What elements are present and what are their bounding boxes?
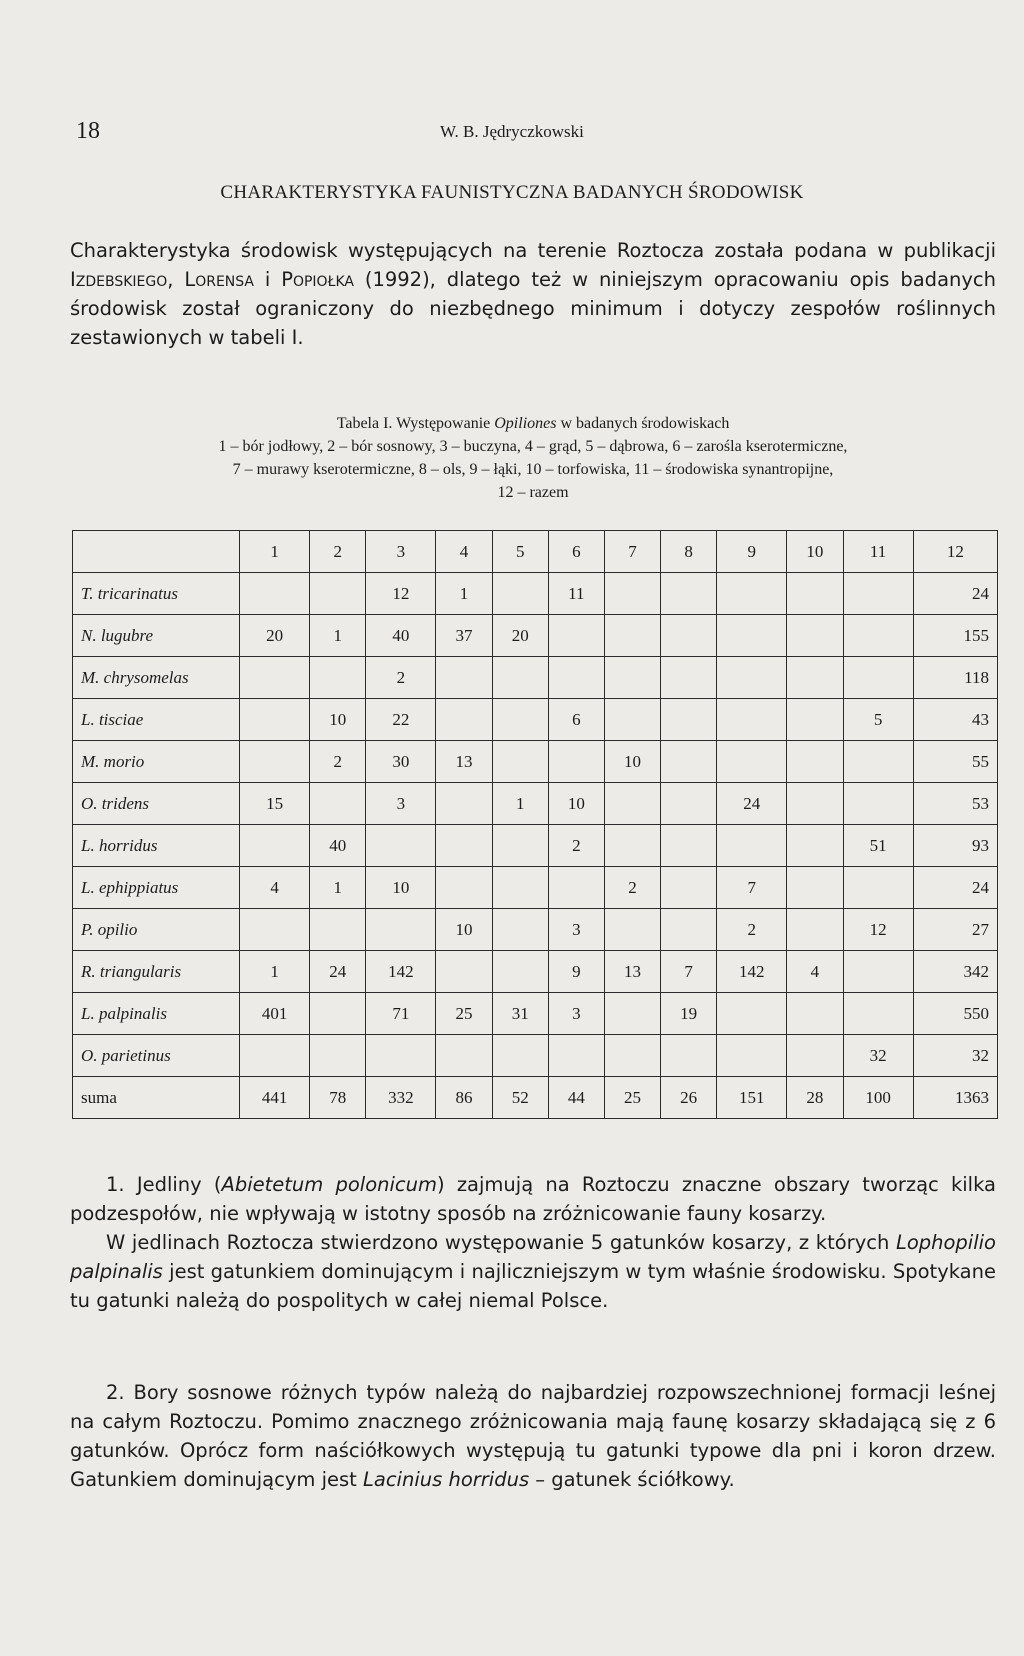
value-cell xyxy=(240,909,310,951)
value-cell: 2 xyxy=(717,909,787,951)
value-cell: 10 xyxy=(366,867,436,909)
column-header: 2 xyxy=(310,531,366,573)
value-cell: 13 xyxy=(436,741,492,783)
value-cell xyxy=(604,783,660,825)
table-row xyxy=(73,657,998,699)
value-cell: 15 xyxy=(240,783,310,825)
value-cell xyxy=(310,783,366,825)
citation-author: Lorensa xyxy=(184,268,254,291)
value-cell xyxy=(548,741,604,783)
value-cell xyxy=(843,867,913,909)
value-cell: 2 xyxy=(548,825,604,867)
taxon-name: Lacinius horridus xyxy=(363,1468,530,1491)
table-row xyxy=(73,867,998,909)
intro-text: (1992), dlatego też w niniejszym opracowaniu opis badanych środowisk został ograniczony do niezbędnego minimum i dotyczy zespołów roślinnych zestawionych w tabeli I. xyxy=(70,268,996,349)
value-cell: 24 xyxy=(310,951,366,993)
value-cell: 71 xyxy=(366,993,436,1035)
value-cell: 37 xyxy=(436,615,492,657)
value-cell xyxy=(548,1035,604,1077)
value-cell xyxy=(240,573,310,615)
value-cell: 40 xyxy=(366,615,436,657)
value-cell xyxy=(717,741,787,783)
column-header: 12 xyxy=(913,531,997,573)
value-cell xyxy=(787,993,843,1035)
value-cell: 1 xyxy=(436,573,492,615)
value-cell: 27 xyxy=(913,909,997,951)
column-header: 5 xyxy=(492,531,548,573)
value-cell: 2 xyxy=(310,741,366,783)
value-cell xyxy=(604,1035,660,1077)
value-cell: 3 xyxy=(366,783,436,825)
species-cell: O. parietinus xyxy=(73,1035,240,1077)
value-cell: 2 xyxy=(604,867,660,909)
value-cell xyxy=(843,951,913,993)
table-row xyxy=(73,783,998,825)
value-cell: 51 xyxy=(843,825,913,867)
value-cell: 10 xyxy=(310,699,366,741)
caption-legend-line: 12 – razem xyxy=(497,484,569,501)
table-row xyxy=(73,951,998,993)
value-cell: 24 xyxy=(913,867,997,909)
value-cell: 100 xyxy=(843,1077,913,1119)
value-cell: 12 xyxy=(843,909,913,951)
value-cell: 31 xyxy=(492,993,548,1035)
citation-author: Popiołka xyxy=(281,268,354,291)
value-cell: 26 xyxy=(661,1077,717,1119)
value-cell xyxy=(436,783,492,825)
column-header: 10 xyxy=(787,531,843,573)
value-cell: 155 xyxy=(913,615,997,657)
value-cell xyxy=(843,657,913,699)
value-cell xyxy=(492,657,548,699)
value-cell xyxy=(661,909,717,951)
value-cell: 332 xyxy=(366,1077,436,1119)
value-cell xyxy=(717,993,787,1035)
value-cell: 142 xyxy=(717,951,787,993)
value-cell: 11 xyxy=(548,573,604,615)
value-cell xyxy=(436,699,492,741)
value-cell: 5 xyxy=(843,699,913,741)
value-cell xyxy=(661,867,717,909)
value-cell: 55 xyxy=(913,741,997,783)
value-cell xyxy=(548,867,604,909)
value-cell: 7 xyxy=(661,951,717,993)
table-row xyxy=(73,573,998,615)
value-cell: 43 xyxy=(913,699,997,741)
species-cell: suma xyxy=(73,1077,240,1119)
value-cell xyxy=(548,657,604,699)
species-cell: L. horridus xyxy=(73,825,240,867)
value-cell xyxy=(604,615,660,657)
page-number: 18 xyxy=(76,118,100,144)
table-row xyxy=(73,993,998,1035)
value-cell: 19 xyxy=(661,993,717,1035)
table-caption: Tabela I. Występowanie Opiliones w badanych środowiskach 1 – bór jodłowy, 2 – bór sosnowy, 3 – buczyna, 4 – grąd, 5 – dąbrowa, 6 – zarośla kserotermiczne, 7 – murawy kserotermiczne, 8 – ols, 9 – łąki, 10 – torfowiska, 11 – środowiska synantropijne, 12 – razem xyxy=(70,412,996,504)
value-cell xyxy=(436,1035,492,1077)
value-cell: 118 xyxy=(913,657,997,699)
value-cell xyxy=(366,825,436,867)
value-cell xyxy=(787,1035,843,1077)
column-header: 4 xyxy=(436,531,492,573)
value-cell xyxy=(717,615,787,657)
value-cell xyxy=(843,573,913,615)
value-cell xyxy=(436,657,492,699)
value-cell xyxy=(604,825,660,867)
header-cell-empty xyxy=(73,531,240,573)
value-cell xyxy=(843,741,913,783)
value-cell xyxy=(604,909,660,951)
table-row xyxy=(73,615,998,657)
value-cell xyxy=(717,657,787,699)
value-cell xyxy=(787,657,843,699)
value-cell xyxy=(492,741,548,783)
value-cell: 2 xyxy=(366,657,436,699)
value-cell: 401 xyxy=(240,993,310,1035)
table-row xyxy=(73,1035,998,1077)
value-cell: 9 xyxy=(548,951,604,993)
column-header: 8 xyxy=(661,531,717,573)
value-cell: 1 xyxy=(240,951,310,993)
value-cell: 151 xyxy=(717,1077,787,1119)
value-cell: 25 xyxy=(604,1077,660,1119)
value-cell: 6 xyxy=(548,699,604,741)
value-cell xyxy=(240,657,310,699)
value-cell xyxy=(604,699,660,741)
column-header: 7 xyxy=(604,531,660,573)
value-cell: 7 xyxy=(717,867,787,909)
value-cell xyxy=(787,573,843,615)
value-cell xyxy=(310,993,366,1035)
column-header: 1 xyxy=(240,531,310,573)
running-header-author: W. B. Jędryczkowski xyxy=(440,122,584,141)
column-header: 6 xyxy=(548,531,604,573)
caption-legend-line: 7 – murawy kserotermiczne, 8 – ols, 9 – łąki, 10 – torfowiska, 11 – środowiska synantropijne, xyxy=(232,461,834,478)
value-cell xyxy=(661,783,717,825)
value-cell xyxy=(310,573,366,615)
value-cell: 441 xyxy=(240,1077,310,1119)
value-cell: 550 xyxy=(913,993,997,1035)
value-cell xyxy=(436,951,492,993)
table-row xyxy=(73,741,998,783)
value-cell: 32 xyxy=(843,1035,913,1077)
caption-taxon: Opiliones xyxy=(494,415,557,432)
value-cell xyxy=(843,993,913,1035)
value-cell: 4 xyxy=(240,867,310,909)
value-cell: 32 xyxy=(913,1035,997,1077)
value-cell xyxy=(492,867,548,909)
value-cell: 342 xyxy=(913,951,997,993)
value-cell xyxy=(310,1035,366,1077)
value-cell: 1 xyxy=(310,615,366,657)
intro-paragraph: Charakterystyka środowisk występujących na terenie Roztocza została podana w publikacji Izdebskiego, Lorensa i Popiołka (1992), dlatego też w niniejszym opracowaniu opis badanych środowisk został ograniczony do niezbędnego minimum i dotyczy zespołów roślinnych zestawionych w tabeli I. xyxy=(70,239,996,349)
value-cell xyxy=(492,1035,548,1077)
value-cell xyxy=(661,573,717,615)
value-cell xyxy=(604,573,660,615)
value-cell xyxy=(661,825,717,867)
column-header: 3 xyxy=(366,531,436,573)
value-cell xyxy=(604,993,660,1035)
table-header-row xyxy=(73,531,998,573)
value-cell xyxy=(717,699,787,741)
value-cell xyxy=(787,741,843,783)
section-2: 2. Bory sosnowe różnych typów należą do najbardziej rozpowszechnionej formacji leśnej na całym Roztoczu. Pomimo znacznego zróżnicowania mają faunę kosarzy składającą się z 6 gatunków. Oprócz form naściółkowych występują tu gatunki typowe dla pni i koron drzew. Gatunkiem dominującym jest Lacinius horridus – gatunek ściółkowy. xyxy=(70,1381,996,1491)
value-cell: 30 xyxy=(366,741,436,783)
table-row xyxy=(73,699,998,741)
column-header: 9 xyxy=(717,531,787,573)
value-cell xyxy=(787,867,843,909)
value-cell: 3 xyxy=(548,993,604,1035)
taxon-name: Abietetum polonicum xyxy=(221,1173,437,1196)
value-cell: 52 xyxy=(492,1077,548,1119)
value-cell: 24 xyxy=(913,573,997,615)
value-cell: 53 xyxy=(913,783,997,825)
value-cell xyxy=(787,825,843,867)
value-cell: 20 xyxy=(240,615,310,657)
table-row xyxy=(73,909,998,951)
value-cell xyxy=(366,1035,436,1077)
value-cell xyxy=(717,825,787,867)
value-cell: 24 xyxy=(717,783,787,825)
value-cell xyxy=(787,783,843,825)
value-cell xyxy=(787,615,843,657)
species-cell: L. ephippiatus xyxy=(73,867,240,909)
intro-text: Charakterystyka środowisk występujących na terenie Roztocza została podana w publikacji xyxy=(70,239,996,262)
value-cell: 10 xyxy=(548,783,604,825)
value-cell xyxy=(310,909,366,951)
value-cell: 20 xyxy=(492,615,548,657)
value-cell xyxy=(548,615,604,657)
value-cell: 1 xyxy=(310,867,366,909)
species-cell: M. morio xyxy=(73,741,240,783)
value-cell: 40 xyxy=(310,825,366,867)
value-cell: 28 xyxy=(787,1077,843,1119)
species-cell: M. chrysomelas xyxy=(73,657,240,699)
value-cell xyxy=(240,825,310,867)
value-cell: 10 xyxy=(604,741,660,783)
species-cell: L. palpinalis xyxy=(73,993,240,1035)
value-cell: 1363 xyxy=(913,1077,997,1119)
caption-legend-line: 1 – bór jodłowy, 2 – bór sosnowy, 3 – buczyna, 4 – grąd, 5 – dąbrowa, 6 – zarośla kserotermiczne, xyxy=(218,438,848,455)
value-cell xyxy=(843,783,913,825)
value-cell xyxy=(787,909,843,951)
value-cell: 13 xyxy=(604,951,660,993)
species-cell: R. triangularis xyxy=(73,951,240,993)
value-cell: 44 xyxy=(548,1077,604,1119)
species-cell: L. tisciae xyxy=(73,699,240,741)
value-cell: 93 xyxy=(913,825,997,867)
value-cell xyxy=(843,615,913,657)
value-cell: 3 xyxy=(548,909,604,951)
value-cell xyxy=(310,657,366,699)
species-cell: T. tricarinatus xyxy=(73,573,240,615)
species-cell: N. lugubre xyxy=(73,615,240,657)
table-row xyxy=(73,825,998,867)
value-cell: 12 xyxy=(366,573,436,615)
value-cell xyxy=(717,1035,787,1077)
value-cell xyxy=(661,1035,717,1077)
value-cell xyxy=(492,825,548,867)
value-cell: 78 xyxy=(310,1077,366,1119)
taxon-name: Lophopilio palpinalis xyxy=(70,1231,996,1283)
value-cell: 4 xyxy=(787,951,843,993)
species-cell: P. opilio xyxy=(73,909,240,951)
value-cell xyxy=(492,699,548,741)
value-cell xyxy=(240,699,310,741)
value-cell xyxy=(661,699,717,741)
value-cell: 10 xyxy=(436,909,492,951)
value-cell: 142 xyxy=(366,951,436,993)
value-cell: 25 xyxy=(436,993,492,1035)
value-cell xyxy=(436,867,492,909)
value-cell xyxy=(717,573,787,615)
species-cell: O. tridens xyxy=(73,783,240,825)
value-cell xyxy=(787,699,843,741)
value-cell xyxy=(661,741,717,783)
value-cell xyxy=(240,1035,310,1077)
value-cell xyxy=(604,657,660,699)
value-cell: 22 xyxy=(366,699,436,741)
section-title: CHARAKTERYSTYKA FAUNISTYCZNA BADANYCH ŚRODOWISK xyxy=(220,182,804,203)
value-cell: 86 xyxy=(436,1077,492,1119)
table-row xyxy=(73,1077,998,1119)
value-cell xyxy=(661,615,717,657)
value-cell xyxy=(366,909,436,951)
value-cell xyxy=(240,741,310,783)
value-cell xyxy=(492,909,548,951)
value-cell: 1 xyxy=(492,783,548,825)
species-occurrence-table xyxy=(72,530,998,1119)
value-cell xyxy=(436,825,492,867)
value-cell xyxy=(661,657,717,699)
value-cell xyxy=(492,573,548,615)
citation-author: Izdebskiego xyxy=(70,268,168,291)
value-cell xyxy=(492,951,548,993)
column-header: 11 xyxy=(843,531,913,573)
section-1: 1. Jedliny (Abietetum polonicum) zajmują na Roztoczu znaczne obszary tworząc kilka podzespołów, nie wpływają w istotny sposób na zróżnicowanie fauny kosarzy. W jedlinach Roztocza stwierdzono występowanie 5 gatunków kosarzy, z których Lophopilio palpinalis jest gatunkiem dominującym i najliczniejszym w tym właśnie środowisku. Spotykane tu gatunki należą do pospolitych w całej niemal Polsce. xyxy=(70,1173,996,1312)
